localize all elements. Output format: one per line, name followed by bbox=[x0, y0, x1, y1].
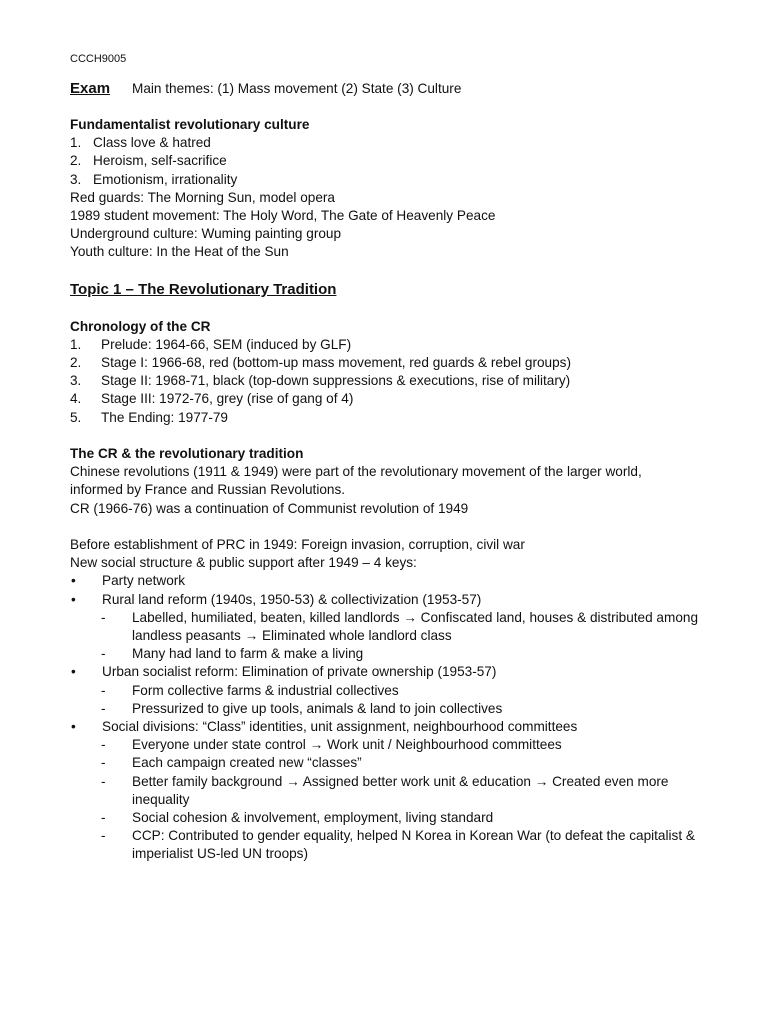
sub-text: CCP: Contributed to gender equality, helped N Korea in Korean War (to defeat the capitalist & imperialist US-led UN troops) bbox=[132, 828, 695, 862]
sub-item bbox=[70, 773, 710, 809]
list-item bbox=[70, 171, 710, 189]
fundamentalist-list bbox=[70, 134, 710, 189]
topic-title: Topic 1 – The Revolutionary Tradition bbox=[70, 280, 337, 298]
sub-item bbox=[70, 645, 710, 663]
bullet-item bbox=[70, 718, 710, 736]
exam-row bbox=[70, 80, 710, 98]
dash-icon: - bbox=[101, 810, 106, 826]
dash-icon: - bbox=[101, 755, 106, 771]
item-text: Stage II: 1968-71, black (top-down suppressions & executions, rise of military) bbox=[101, 373, 571, 389]
sub-item bbox=[70, 609, 710, 645]
sub-text: Social cohesion & involvement, employment, living standard bbox=[132, 810, 494, 826]
bullet-text: Urban socialist reform: Elimination of private ownership (1953-57) bbox=[102, 664, 497, 680]
sub-item bbox=[70, 700, 710, 718]
bullet-icon: • bbox=[71, 664, 76, 680]
item-number: 4. bbox=[70, 391, 82, 407]
item-number: 2. bbox=[70, 355, 82, 371]
list-item bbox=[70, 390, 710, 408]
list-item bbox=[70, 134, 710, 152]
list-item bbox=[70, 409, 710, 427]
culture-line: Red guards: The Morning Sun, model opera bbox=[70, 189, 335, 205]
bullet-item bbox=[70, 663, 710, 681]
paragraph-line: informed by France and Russian Revolutions. bbox=[70, 482, 346, 498]
keys-list bbox=[70, 572, 710, 863]
item-text: Class love & hatred bbox=[93, 135, 211, 151]
paragraph-line: CR (1966-76) was a continuation of Communist revolution of 1949 bbox=[70, 500, 469, 516]
item-text: Stage III: 1972-76, grey (rise of gang of 4) bbox=[101, 391, 354, 407]
sub-text: Form collective farms & industrial collectives bbox=[132, 682, 399, 698]
sub-item bbox=[70, 682, 710, 700]
dash-icon: - bbox=[101, 682, 106, 698]
document-page bbox=[70, 50, 710, 864]
list-item bbox=[70, 372, 710, 390]
sub-item bbox=[70, 809, 710, 827]
sub-text: Everyone under state control → Work unit / Neighbourhood committees bbox=[132, 737, 562, 753]
dash-icon: - bbox=[101, 828, 106, 844]
dash-icon: - bbox=[101, 609, 106, 625]
bullet-item bbox=[70, 572, 710, 590]
culture-line: Youth culture: In the Heat of the Sun bbox=[70, 244, 289, 260]
item-text: The Ending: 1977-79 bbox=[101, 409, 228, 425]
bullet-icon: • bbox=[71, 719, 76, 735]
sub-item bbox=[70, 827, 710, 863]
chronology-heading: Chronology of the CR bbox=[70, 318, 211, 334]
sub-text: Better family background → Assigned better work unit & education → Created even more inequality bbox=[132, 773, 669, 807]
item-text: Stage I: 1966-68, red (bottom-up mass movement, red guards & rebel groups) bbox=[101, 355, 571, 371]
spacer bbox=[70, 518, 710, 536]
dash-icon: - bbox=[101, 700, 106, 716]
item-text: Emotionism, irrationality bbox=[93, 171, 238, 187]
bullet-item bbox=[70, 591, 710, 609]
item-number: 3. bbox=[70, 373, 82, 389]
bullet-icon: • bbox=[71, 573, 76, 589]
paragraph-line: Chinese revolutions (1911 & 1949) were part of the revolutionary movement of the larger world, bbox=[70, 464, 642, 480]
dash-icon: - bbox=[101, 737, 106, 753]
bullet-text: Rural land reform (1940s, 1950-53) & collectivization (1953-57) bbox=[102, 591, 482, 607]
item-text: Heroism, self-sacrifice bbox=[93, 153, 227, 169]
sub-item bbox=[70, 736, 710, 754]
exam-themes: Main themes: (1) Mass movement (2) State (3) Culture bbox=[132, 81, 462, 96]
list-item bbox=[70, 354, 710, 372]
item-text: Prelude: 1964-66, SEM (induced by GLF) bbox=[101, 336, 352, 352]
chronology-list bbox=[70, 336, 710, 427]
dash-icon: - bbox=[101, 646, 106, 662]
exam-label: Exam bbox=[70, 80, 111, 97]
dash-icon: - bbox=[101, 773, 106, 789]
paragraph-line: Before establishment of PRC in 1949: Foreign invasion, corruption, civil war bbox=[70, 537, 525, 553]
list-item bbox=[70, 336, 710, 354]
item-number: 2. bbox=[70, 153, 82, 169]
spacer bbox=[70, 427, 710, 445]
sub-text: Pressurized to give up tools, animals & land to join collectives bbox=[132, 700, 503, 716]
course-code: CCCH9005 bbox=[70, 53, 127, 65]
bullet-icon: • bbox=[71, 591, 76, 607]
paragraph-line: New social structure & public support after 1949 – 4 keys: bbox=[70, 555, 417, 571]
culture-line: 1989 student movement: The Holy Word, The Gate of Heavenly Peace bbox=[70, 208, 496, 224]
sub-text: Labelled, humiliated, beaten, killed landlords → Confiscated land, houses & distributed among landless peasants → Eliminated whole landlord class bbox=[132, 609, 698, 644]
item-number: 1. bbox=[70, 336, 82, 352]
item-number: 5. bbox=[70, 409, 82, 425]
bullet-text: Social divisions: “Class” identities, unit assignment, neighbourhood committees bbox=[102, 719, 578, 735]
sub-text: Each campaign created new “classes” bbox=[132, 755, 362, 771]
item-number: 3. bbox=[70, 171, 82, 187]
tradition-heading: The CR & the revolutionary tradition bbox=[70, 446, 304, 462]
fundamentalist-heading: Fundamentalist revolutionary culture bbox=[70, 117, 310, 132]
item-number: 1. bbox=[70, 135, 82, 151]
list-item bbox=[70, 152, 710, 170]
sub-item bbox=[70, 754, 710, 772]
culture-line: Underground culture: Wuming painting group bbox=[70, 226, 342, 242]
sub-text: Many had land to farm & make a living bbox=[132, 646, 364, 662]
bullet-text: Party network bbox=[102, 573, 186, 589]
